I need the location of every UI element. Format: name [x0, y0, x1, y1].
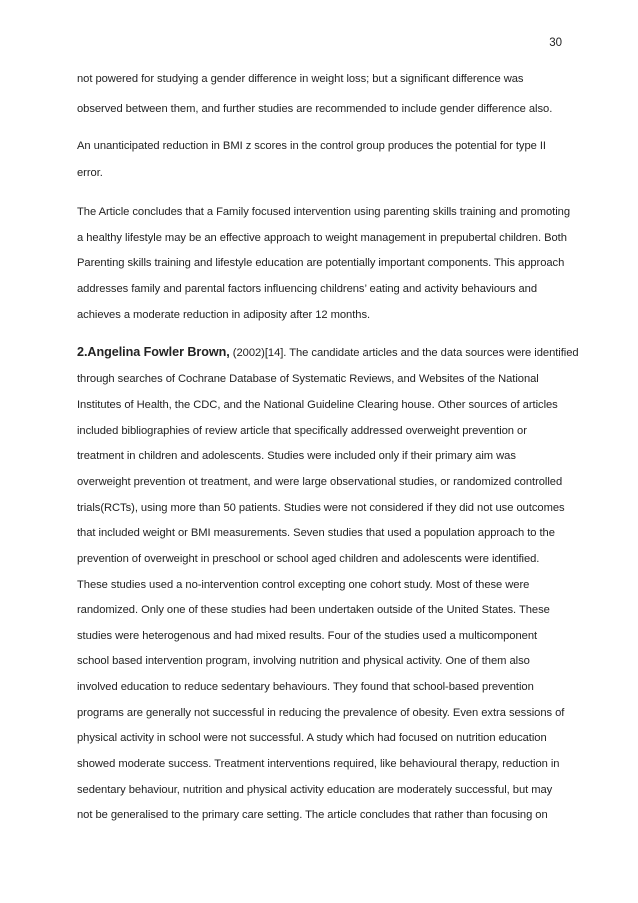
text-line: Parenting skills training and lifestyle education are potentially important components. This approach [77, 257, 565, 269]
text-line: trials(RCTs), using more than 50 patients. Studies were not considered if they did not use outcomes [77, 502, 565, 514]
text-line: that included weight or BMI measurements. Seven studies that used a population approach to the [77, 527, 555, 539]
text-line: prevention of overweight in preschool or school aged children and adolescents were identified. [77, 553, 540, 565]
text-line: included bibliographies of review article that specifically addressed overweight prevention or [77, 425, 527, 437]
text-line: programs are generally not successful in reducing the prevalence of obesity. Even extra sessions of [77, 707, 565, 719]
text-line: involved education to reduce sedentary behaviours. They found that school-based prevention [77, 681, 534, 693]
page-number: 30 [549, 37, 562, 49]
text-line: Institutes of Health, the CDC, and the National Guideline Clearing house. Other sources of articles [77, 399, 558, 411]
text-line: school based intervention program, involving nutrition and physical activity. One of them also [77, 655, 530, 667]
text-line: achieves a moderate reduction in adiposity after 12 months. [77, 309, 371, 321]
heading-rest: (2002)[14]. The candidate articles and the data sources were identified [229, 347, 579, 359]
text-line: The Article concludes that a Family focused intervention using parenting skills training and promoting [77, 206, 571, 218]
text-line: error. [77, 167, 103, 179]
text-line: treatment in children and adolescents. Studies were included only if their primary aim was [77, 450, 516, 462]
text-line: These studies used a no-intervention control excepting one cohort study. Most of these were [77, 579, 530, 591]
author-name: Angelina Fowler Brown, [87, 345, 230, 359]
text-line: a healthy lifestyle may be an effective approach to weight management in prepubertal children. Both [77, 232, 567, 244]
text-line: overweight prevention ot treatment, and were large observational studies, or randomized controlled [77, 476, 563, 488]
text-line: sedentary behaviour, nutrition and physical activity education are moderately successful, but may [77, 784, 553, 796]
section-heading-line [77, 345, 579, 360]
text-line: not powered for studying a gender difference in weight loss; but a significant difference was [77, 73, 524, 85]
text-line: showed moderate success. Treatment interventions required, like behavioural therapy, reduction in [77, 758, 560, 770]
text-line: addresses family and parental factors influencing childrens’ eating and activity behaviours and [77, 283, 538, 295]
text-line: through searches of Cochrane Database of Systematic Reviews, and Websites of the National [77, 373, 539, 385]
text-line: physical activity in school were not successful. A study which had focused on nutrition education [77, 732, 547, 744]
text-line: randomized. Only one of these studies had been undertaken outside of the United States. These [77, 604, 550, 616]
text-line: studies were heterogenous and had mixed results. Four of the studies used a multicomponent [77, 630, 538, 642]
text-line: not be generalised to the primary care setting. The article concludes that rather than focusing on [77, 809, 548, 821]
text-line: An unanticipated reduction in BMI z scores in the control group produces the potential for type II [77, 140, 546, 152]
section-number: 2. [77, 345, 88, 359]
text-line: observed between them, and further studies are recommended to include gender difference also. [77, 103, 553, 115]
